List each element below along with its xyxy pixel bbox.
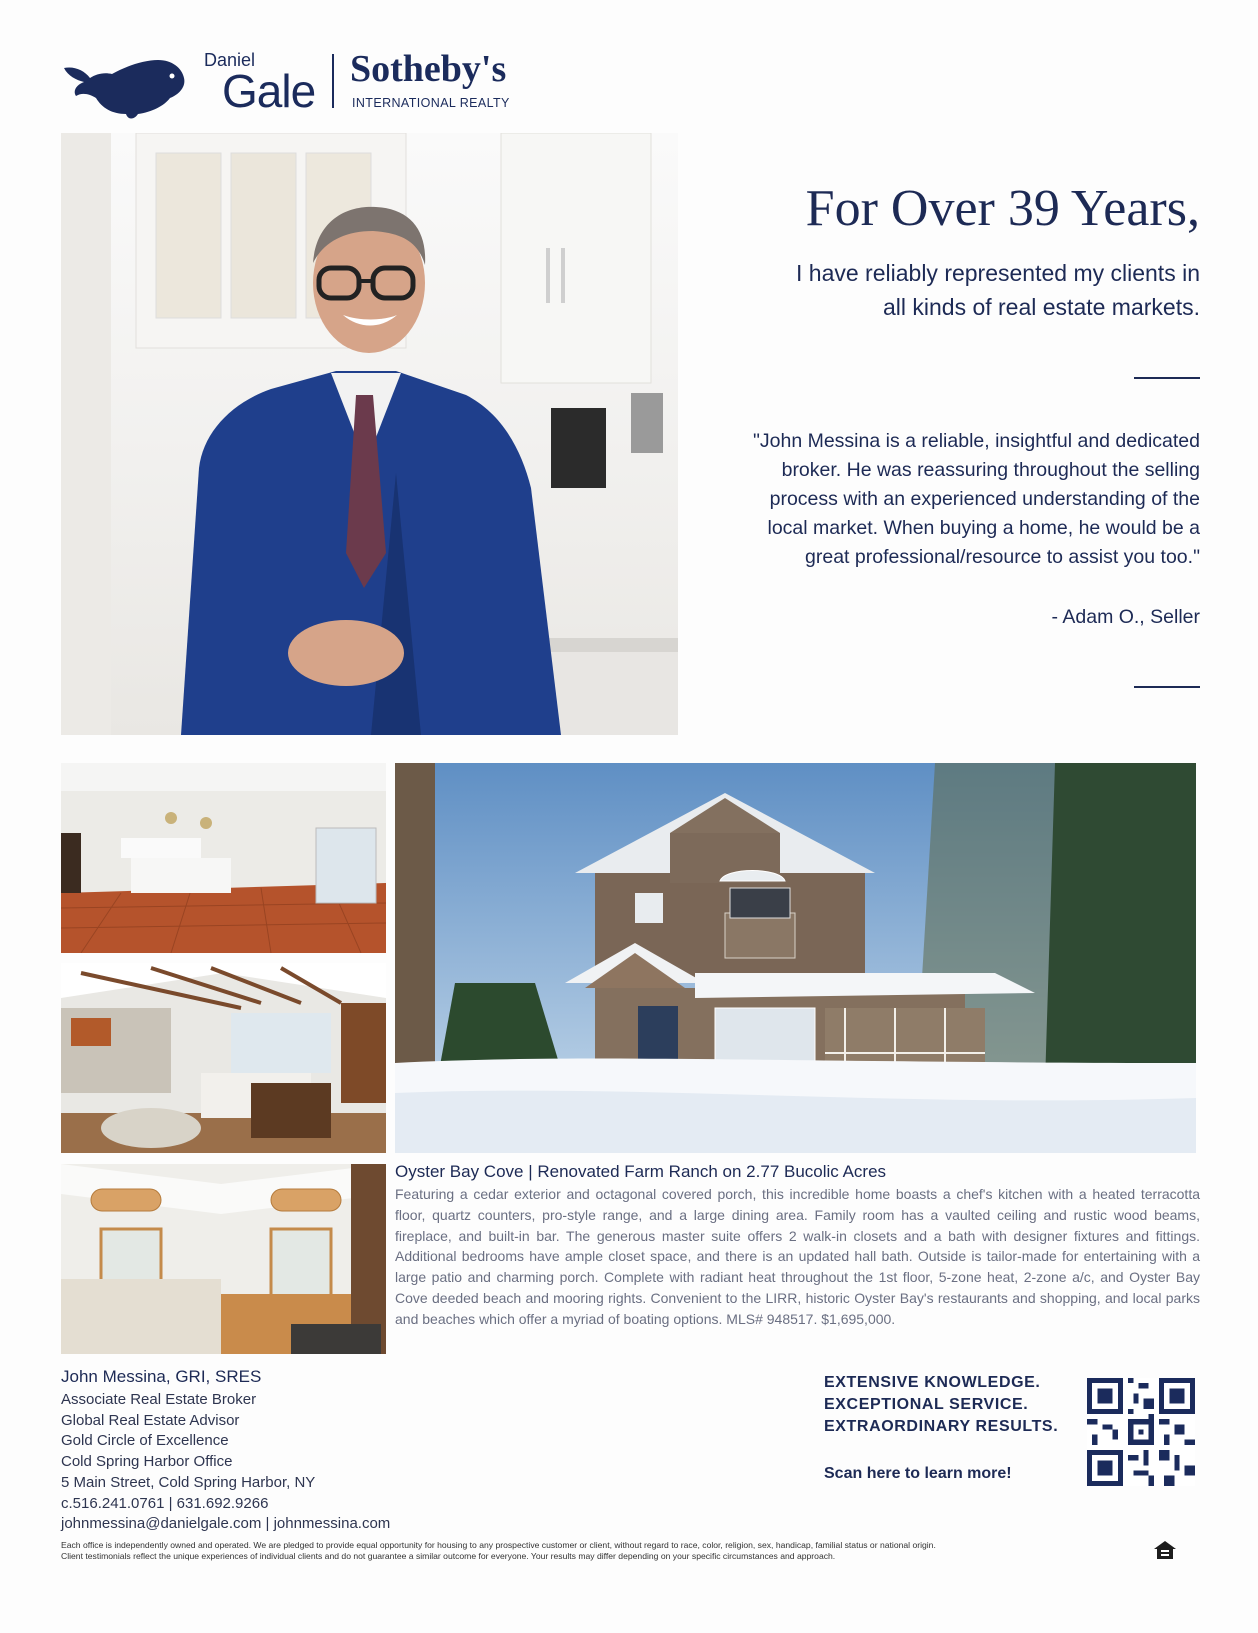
agent-role: Global Real Estate Advisor <box>61 1411 240 1429</box>
quote-line: "John Messina is a reliable, insightful and dedicated <box>752 430 1200 452</box>
testimonial-attribution: - Adam O., Seller <box>1051 606 1200 628</box>
agent-award: Gold Circle of Excellence <box>61 1432 229 1450</box>
subheadline-line: I have reliably represented my clients in <box>796 260 1200 286</box>
agent-portrait-photo <box>61 133 678 735</box>
house-exterior-photo <box>395 763 1196 1153</box>
tagline <box>824 1372 1058 1438</box>
headline: For Over 39 Years, <box>805 180 1200 237</box>
listing-title: Oyster Bay Cove | Renovated Farm Ranch on 2.77 Bucolic Acres <box>395 1162 887 1181</box>
agent-phones: c.516.241.0761 | 631.692.9266 <box>61 1494 269 1512</box>
quote-line: broker. He was reassuring throughout the selling <box>781 459 1200 481</box>
logo-daniel-text: Daniel <box>204 50 256 70</box>
kitchen-photo <box>61 763 386 953</box>
quote-line: local market. When buying a home, he would be a <box>767 517 1200 539</box>
tagline-line: EXTENSIVE KNOWLEDGE. <box>824 1374 1041 1391</box>
logo-divider <box>332 54 334 108</box>
whale-logo-icon <box>60 40 190 120</box>
scan-cta: Scan here to learn more! <box>824 1465 1012 1482</box>
tagline-line: EXCEPTIONAL SERVICE. <box>824 1396 1029 1413</box>
agent-office: Cold Spring Harbor Office <box>61 1453 233 1471</box>
testimonial-quote <box>700 427 1200 572</box>
subheadline <box>700 256 1200 324</box>
equal-housing-icon <box>1153 1540 1177 1560</box>
disclaimer-line: Each office is independently owned and operated. We are pledged to provide equal opportunity for housing to any prospective customer or client, without regard to race, color, religion, sex, handicap, familial status or national origin. <box>61 1540 936 1550</box>
agent-address: 5 Main Street, Cold Spring Harbor, NY <box>61 1473 316 1491</box>
legal-disclaimer <box>61 1540 1151 1562</box>
family-room-photo <box>61 963 386 1153</box>
subheadline-line: all kinds of real estate markets. <box>882 294 1200 320</box>
logo-gale-text: Gale <box>222 65 316 117</box>
logo-sothebys-text: Sotheby's <box>350 48 507 90</box>
divider-rule <box>1134 377 1200 379</box>
quote-line: process with an experienced understanding of the <box>769 488 1200 510</box>
agent-email-web: johnmessina@danielgale.com | johnmessina.com <box>61 1515 391 1533</box>
logo-international-realty-text: INTERNATIONAL REALTY <box>352 96 510 110</box>
listing-description: Featuring a cedar exterior and octagonal covered porch, this incredible home boasts a chef's kitchen with a heated terracotta floor, quartz counters, pro-style range, and a large dining area. Family room has a vaulted ceiling and rustic wood beams, fireplace, and built-in bar. The generous master suite offers 2 walk-in closets and a bath with designer fixtures and fittings. Additional bedrooms have ample closet space, and there is an updated hall bath. Outside is tailor-made for entertaining with a large patio and charming porch. Complete with radiant heat throughout the 1st floor, 5-zone heat, 2-zone a/c, and Oyster Bay Cove deeded beach and mooring rights. Convenient to the LIRR, historic Oyster Bay's restaurants and shopping, and local parks and beaches which offer a myriad of boating options. MLS# 948517. $1,695,000. <box>395 1186 1200 1327</box>
agent-name: John Messina, GRI, SRES <box>61 1367 262 1386</box>
quote-line: great professional/resource to assist you too." <box>805 546 1200 568</box>
agent-title: Associate Real Estate Broker <box>61 1391 257 1408</box>
disclaimer-line: Client testimonials reflect the unique experiences of individual clients and do not guarantee a similar outcome for everyone. Your results may differ depending on your specific circumstances and approach. <box>61 1551 836 1561</box>
qr-code-icon[interactable] <box>1087 1378 1195 1486</box>
agent-details <box>61 1390 390 1535</box>
bedroom-photo <box>61 1164 386 1354</box>
tagline-line: EXTRAORDINARY RESULTS. <box>824 1418 1059 1435</box>
divider-rule <box>1134 686 1200 688</box>
